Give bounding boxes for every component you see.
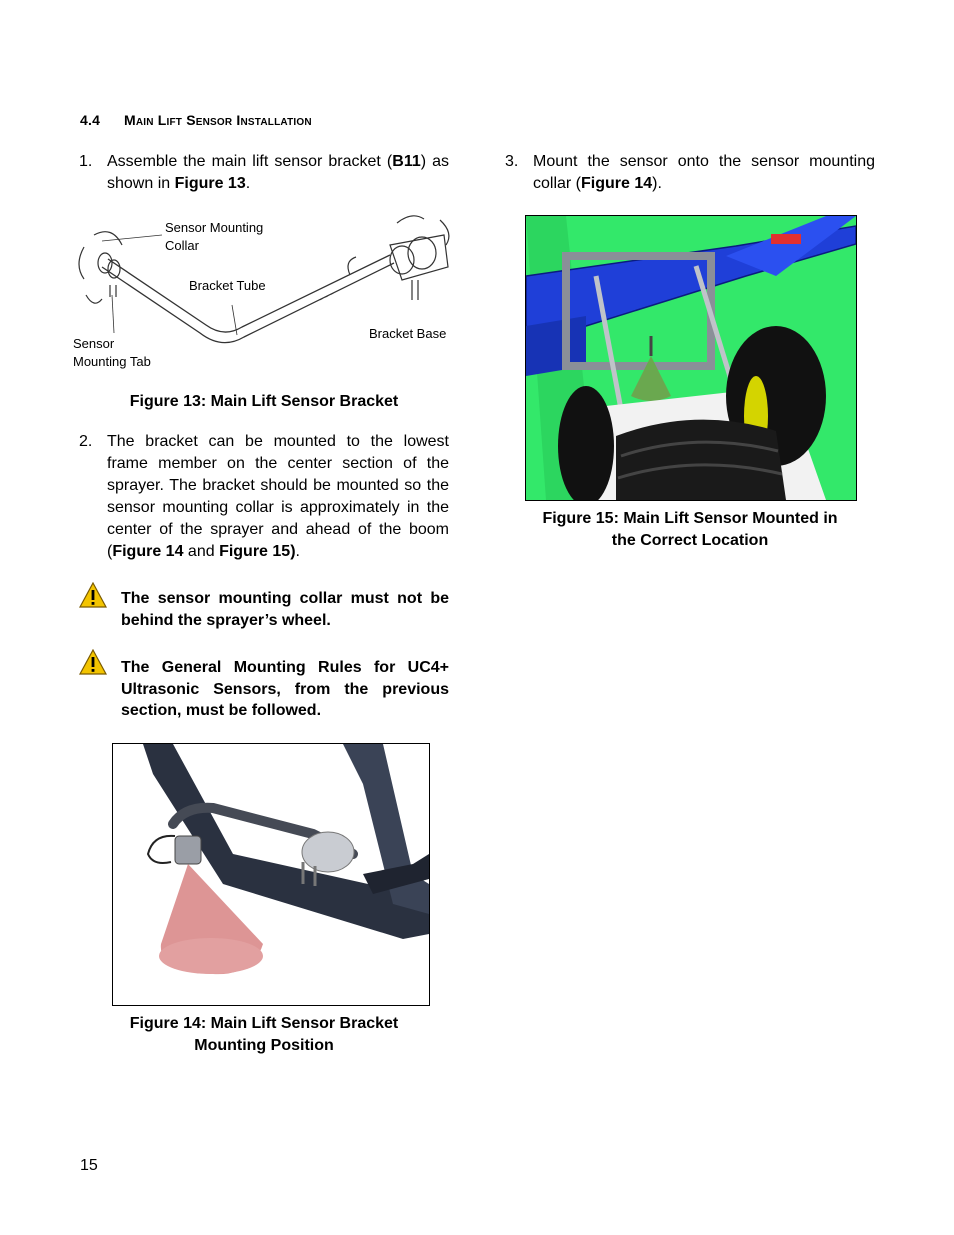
section-number: 4.4 (80, 112, 101, 128)
warning-1-text: The sensor mounting collar must not be behind the sprayer’s wheel. (121, 590, 449, 629)
step-number: 2. (79, 433, 93, 450)
step-2 (79, 431, 449, 563)
warning-icon (79, 582, 107, 613)
caption-line: the Correct Location (611, 532, 769, 549)
part-reference: B11 (392, 153, 421, 170)
step-number: 3. (505, 153, 519, 170)
figure-reference: Figure 15) (219, 543, 296, 560)
label-collar (165, 219, 263, 255)
warning-2-text: The General Mounting Rules for UC4+ Ultrasonic Sensors, from the previous section, must be followed. (121, 659, 449, 719)
label-tab (73, 335, 151, 371)
figure-14-caption (80, 1013, 448, 1057)
label-tube: Bracket Tube (189, 278, 266, 293)
step-number: 1. (79, 153, 93, 170)
caption-line: Figure 15: Main Lift Sensor Mounted in (542, 510, 838, 527)
label-line: Sensor Mounting (165, 220, 264, 235)
section-heading (80, 112, 312, 128)
label-line: Mounting Tab (73, 354, 151, 369)
label-base: Bracket Base (369, 326, 447, 341)
step-text: ) as shown in (107, 153, 450, 192)
page-number: 15 (80, 1157, 98, 1174)
step-1 (79, 151, 450, 195)
figure-reference: Figure 14 (581, 175, 653, 192)
section-title: Main Lift Sensor Installation (124, 112, 312, 128)
step-text: . (295, 543, 300, 560)
figure-15-caption (505, 508, 875, 552)
figure-14-image (112, 743, 430, 1006)
step-text: ). (652, 175, 662, 192)
caption-line: Mounting Position (194, 1037, 334, 1054)
step-text: Assemble the main lift sensor bracket ( (107, 153, 393, 170)
label-line: Collar (165, 238, 199, 253)
step-text: Mount the sensor onto the sensor mounting collar ( (533, 153, 875, 192)
label-line: Sensor (73, 336, 115, 351)
figure-15-image (525, 215, 857, 501)
figure-13 (72, 205, 457, 375)
warning-icon (79, 649, 107, 680)
figure-reference: Figure 14 (112, 543, 184, 560)
step-text: . (245, 175, 251, 192)
figure-reference: Figure 13 (174, 175, 246, 192)
step-text: and (183, 543, 220, 560)
caption-line: Figure 14: Main Lift Sensor Bracket (129, 1015, 399, 1032)
figure-13-caption: Figure 13: Main Lift Sensor Bracket (129, 393, 399, 410)
step-3 (505, 151, 875, 195)
step-text: The bracket can be mounted to the lowest frame member on the center section of the sprayer. The bracket should be mounted so the sensor mounting collar is approximately in the center of the sprayer and ahead of the boom ( (107, 433, 449, 560)
